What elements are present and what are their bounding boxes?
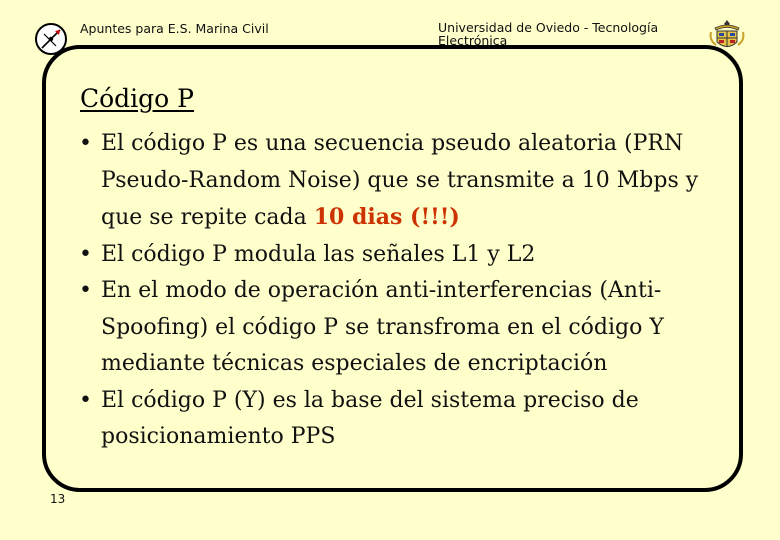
list-item	[79, 237, 719, 274]
list-item	[79, 383, 719, 456]
bullet-marker: •	[79, 278, 92, 303]
bullet-marker: •	[79, 387, 92, 413]
header-university: Universidad de Oviedo - Tecnología Electrónica	[438, 20, 659, 48]
bullet-text: El código P es una secuencia pseudo aleatoria (PRN Pseudo-Random Noise) que se transmite a 10 Mbps y que se repite cada	[101, 131, 699, 230]
list-item	[79, 126, 719, 237]
bullet-list	[79, 126, 719, 456]
bullet-text: En el modo de operación anti-interferencias (Anti-Spoofing) el código P se transfroma en el código Y mediante técnicas especiales de encriptación	[101, 278, 664, 376]
header-course-title: Apuntes para E.S. Marina Civil	[80, 21, 269, 36]
bullet-marker: •	[79, 241, 92, 267]
highlight-text: 10 dias (!!!)	[313, 204, 460, 230]
bullet-marker: •	[79, 131, 92, 156]
bullet-text: El código P (Y) es la base del sistema preciso de posicionamiento PPS	[101, 387, 639, 449]
slide-title: Código P	[80, 84, 195, 113]
bullet-text: El código P modula las señales L1 y L2	[101, 241, 536, 267]
list-item	[79, 273, 719, 383]
page-number: 13	[50, 492, 66, 506]
